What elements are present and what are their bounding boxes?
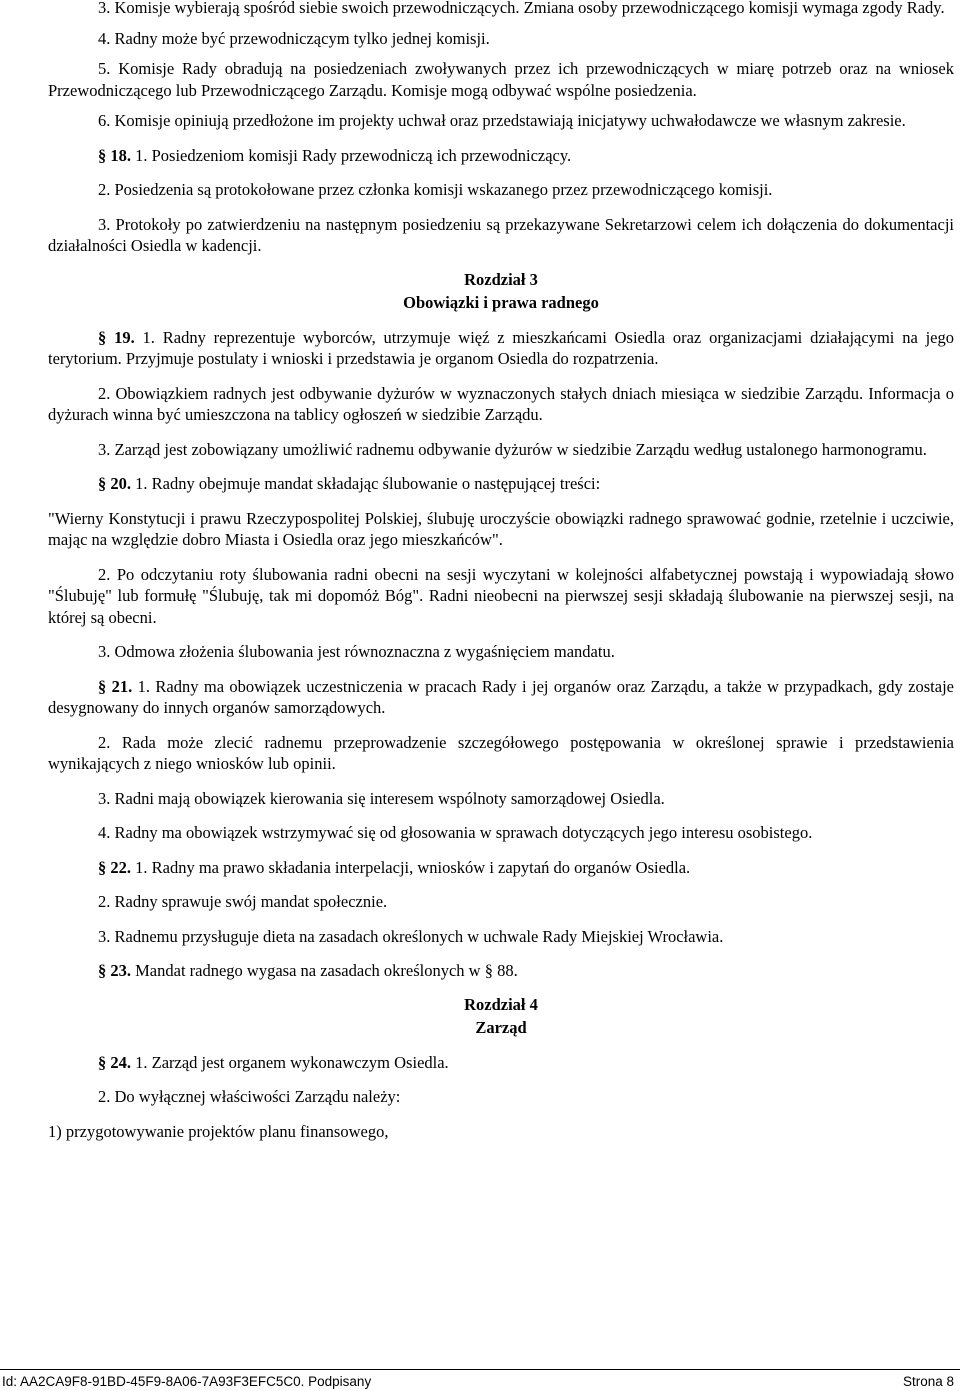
paragraph-4: 4. Radny może być przewodniczącym tylko jednej komisji. [98,28,490,48]
section-22-p1: § 22. 1. Radny ma prawo składania interpelacji, wniosków i zapytań do organów Osiedla. [98,857,691,877]
section-22-number: § 22. [98,857,131,877]
section-19-p1: § 19. 1. Radny reprezentuje wyborców, utrzymuje więź z mieszkańcami Osiedla oraz organizacjami działającymi na jego terytorium. Przyjmuje postulaty i wnioski i przedstawia je organom Osiedla do rozpatrzenia. [48,327,955,368]
paragraph-3: 3. Komisje wybierają spośród siebie swoich przewodniczących. Zmiana osoby przewodniczącego komisji wymaga zgody Rady. [98,0,945,17]
section-24-p1: § 24. 1. Zarząd jest organem wykonawczym Osiedla. [98,1052,449,1072]
page-footer [0,1369,960,1391]
chapter-4-heading [48,994,954,1039]
section-20-p3: 3. Odmowa złożenia ślubowania jest równoznaczna z wygaśnięciem mandatu. [98,642,615,661]
paragraph-6: 6. Komisje opiniują przedłożone im projekty uchwał oraz przedstawiają inicjatywy uchwałodawcze we własnym zakresie. [98,111,906,130]
section-21-p4: 4. Radny ma obowiązek wstrzymywać się od głosowania w sprawach dotyczących jego interesu osobistego. [98,823,813,842]
section-21-p3: 3. Radni mają obowiązek kierowania się interesem wspólnoty samorządowej Osiedla. [98,788,665,808]
chapter-3-heading [48,269,954,314]
section-20-p2: 2. Po odczytaniu roty ślubowania radni obecni na sesji wyczytani w kolejności alfabetycznej powstają i wypowiadają słowo "Ślubuję" lub formułę "Ślubuję, tak mi dopomóż Bóg". Radni nieobecni na pierwszej sesji składają ślubowanie na pierwszej sesji, na której są obecni. [48,564,954,627]
document-body [48,0,954,1142]
chapter-3-title: Obowiązki i prawa radnego [403,293,599,312]
section-21-p2: 2. Rada może zlecić radnemu przeprowadzenie szczegółowego postępowania w określonej sprawie i przedstawienia wynikających z niego wniosków lub opinii. [48,732,954,773]
section-24-number: § 24. [98,1052,131,1072]
section-19-number: § 19. [98,327,135,347]
section-22-p3: 3. Radnemu przysługuje dieta na zasadach określonych w uchwale Rady Miejskiej Wrocławia. [98,926,724,946]
paragraph-5: 5. Komisje Rady obradują na posiedzeniach zwoływanych przez ich przewodniczących w miarę potrzeb oraz na wniosek Przewodniczącego lub Przewodniczącego Zarządu. Komisje mogą odbywać wspólne posiedzenia. [48,59,954,100]
document-id: Id: AA2CA9F8-91BD-45F9-8A06-7A93F3EFC5C0. Podpisany [2,1374,372,1389]
section-23-number: § 23. [98,961,131,980]
list-item: 1) przygotowywanie projektów planu finansowego, [48,1121,389,1141]
section-21-p1: § 21. 1. Radny ma obowiązek uczestniczenia w pracach Rady i jej organów oraz Zarządu, a także w przypadkach, gdy zostaje desygnowany do innych organów samorządowych. [48,676,954,717]
section-23: § 23. Mandat radnego wygasa na zasadach określonych w § 88. [98,961,518,980]
chapter-4-title: Zarząd [475,1018,527,1037]
section-21-number: § 21. [98,676,133,696]
section-18-number: § 18. [98,145,131,165]
section-18-p3: 3. Protokoły po zatwierdzeniu na następnym posiedzeniu są przekazywane Sekretarzowi celem ich dołączenia do dokumentacji działalności Osiedla w kadencji. [48,214,954,255]
section-24-p2: 2. Do wyłącznej właściwości Zarządu należy: [98,1087,401,1106]
chapter-4-number: Rozdział 4 [464,994,538,1014]
section-18-p2: 2. Posiedzenia są protokołowane przez członka komisji wskazanego przez przewodniczącego komisji. [98,180,773,199]
section-19-p3: 3. Zarząd jest zobowiązany umożliwić radnemu odbywanie dyżurów w siedzibie Zarządu według ustalonego harmonogramu. [98,439,927,459]
chapter-3-number: Rozdział 3 [464,269,538,289]
section-18-p1: § 18. 1. Posiedzeniom komisji Rady przewodniczą ich przewodniczący. [98,145,572,165]
oath-text: "Wierny Konstytucji i prawu Rzeczypospolitej Polskiej, ślubuję uroczyście obowiązki radnego sprawować godnie, rzetelnie i uczciwie, mając na względzie dobro Miasta i Osiedla oraz jego mieszkańców". [48,508,954,549]
section-20-p1: § 20. 1. Radny obejmuje mandat składając ślubowanie o następującej treści: [98,474,601,493]
section-20-number: § 20. [98,474,131,493]
page-number: Strona 8 [902,1374,954,1389]
section-19-p2: 2. Obowiązkiem radnych jest odbywanie dyżurów w wyznaczonych stałych dniach miesiąca w siedzibie Zarządu. Informacja o dyżurach winna być umieszczona na tablicy ogłoszeń w siedzibie Zarządu. [48,383,954,424]
section-22-p2: 2. Radny sprawuje swój mandat społecznie. [98,892,388,911]
